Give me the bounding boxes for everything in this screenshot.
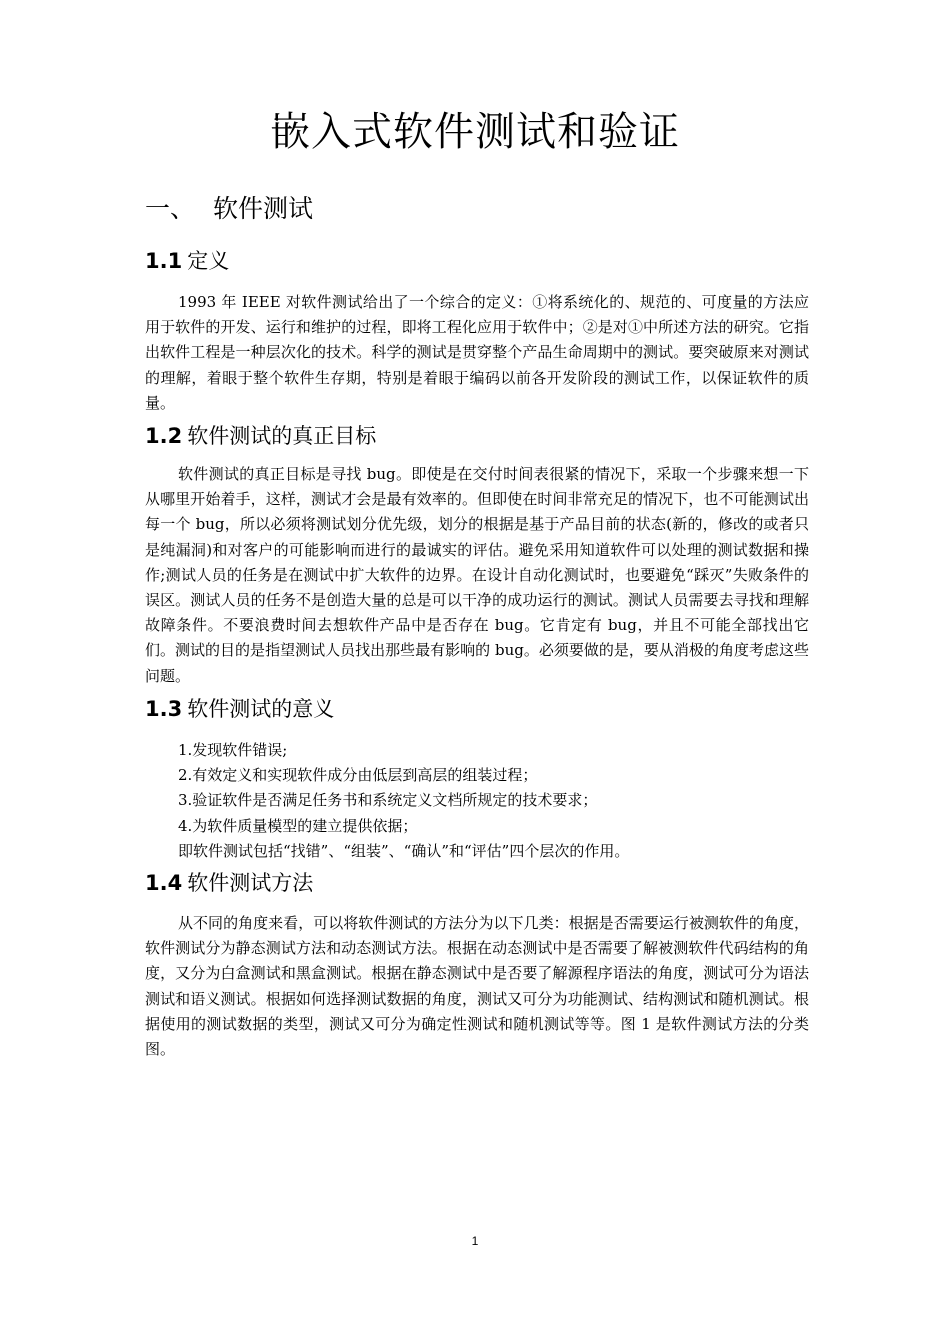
- subsection-heading-1-3: [145, 694, 334, 724]
- page-number: 1: [471, 1234, 479, 1248]
- document-title: 嵌入式软件测试和验证: [270, 109, 680, 155]
- section-number: 一、: [145, 194, 196, 223]
- section-heading: [145, 191, 313, 227]
- subsection-heading-1-1: [145, 246, 229, 276]
- list-item: 3.验证软件是否满足任务书和系统定义文档所规定的技术要求；: [178, 791, 598, 810]
- subsection-number: 1.2: [145, 424, 183, 448]
- list-item: 2.有效定义和实现软件成分由低层到高层的组装过程；: [178, 766, 538, 785]
- subsection-title: 软件测试的真正目标: [187, 424, 377, 448]
- subsection-number: 1.4: [145, 871, 183, 895]
- subsection-title: 定义: [187, 249, 230, 273]
- subsection-heading-1-2: [145, 421, 376, 451]
- paragraph-definition: 1993 年 IEEE 对软件测试给出了一个综合的定义：①将系统化的、规范的、可度量的方法应用于软件的开发、运行和维护的过程，即将工程化应用于软件中；②是对①中所述方法的研究。它指出软件工程是一种层次化的技术。科学的测试是贯穿整个产品生命周期中的测试。要突破原来对测试的理解，着眼于整个软件生存期，特别是着眼于编码以前各开发阶段的测试工作，以保证软件的质量。: [145, 293, 809, 412]
- subsection-number: 1.1: [145, 249, 183, 273]
- list-item: 4.为软件质量模型的建立提供依据；: [178, 816, 418, 835]
- section-title: 软件测试: [213, 194, 314, 223]
- subsection-title: 软件测试方法: [187, 871, 314, 895]
- subsection-title: 软件测试的意义: [187, 697, 335, 721]
- paragraph-goal: 软件测试的真正目标是寻找 bug。即使是在交付时间表很紧的情况下，采取一个步骤来想一下从哪里开始着手，这样，测试才会是最有效率的。但即使在时间非常充足的情况下，也不可能测试出每一个 bug，所以必须将测试划分优先级，划分的根据是基于产品目前的状态(新的，修改的或者只是纯漏洞)和对客户的可能影响而进行的最诚实的评估。避免采用知道软件可以处理的测试数据和操作;测试人员的任务是在测试中扩大软件的边界。在设计自动化测试时，也要避免“踩灭”失败条件的误区。测试人员的任务不是创造大量的总是可以干净的成功运行的测试。测试人员需要去寻找和理解故障条件。不要浪费时间去想软件产品中是否存在 bug。它肯定有 bug，并且不可能全部找出它们。测试的目的是指望测试人员找出那些最有影响的 bug。必须要做的是，要从消极的角度考虑这些问题。: [145, 465, 809, 685]
- significance-list: [178, 738, 808, 864]
- list-item: 即软件测试包括“找错”、“组装”、“确认”和“评估”四个层次的作用。: [178, 841, 630, 860]
- subsection-number: 1.3: [145, 697, 183, 721]
- subsection-heading-1-4: [145, 868, 313, 898]
- list-item: 1.发现软件错误;: [178, 741, 288, 759]
- paragraph-methods: 从不同的角度来看，可以将软件测试的方法分为以下几类：根据是否需要运行被测软件的角度，软件测试分为静态测试方法和动态测试方法。根据在动态测试中是否需要了解被测软件代码结构的角度，又分为白盒测试和黑盒测试。根据在静态测试中是否要了解源程序语法的角度，测试可分为语法测试和语义测试。根据如何选择测试数据的角度，测试又可分为功能测试、结构测试和随机测试。根据使用的测试数据的类型，测试又可分为确定性测试和随机测试等等。图 1 是软件测试方法的分类图。: [145, 914, 809, 1059]
